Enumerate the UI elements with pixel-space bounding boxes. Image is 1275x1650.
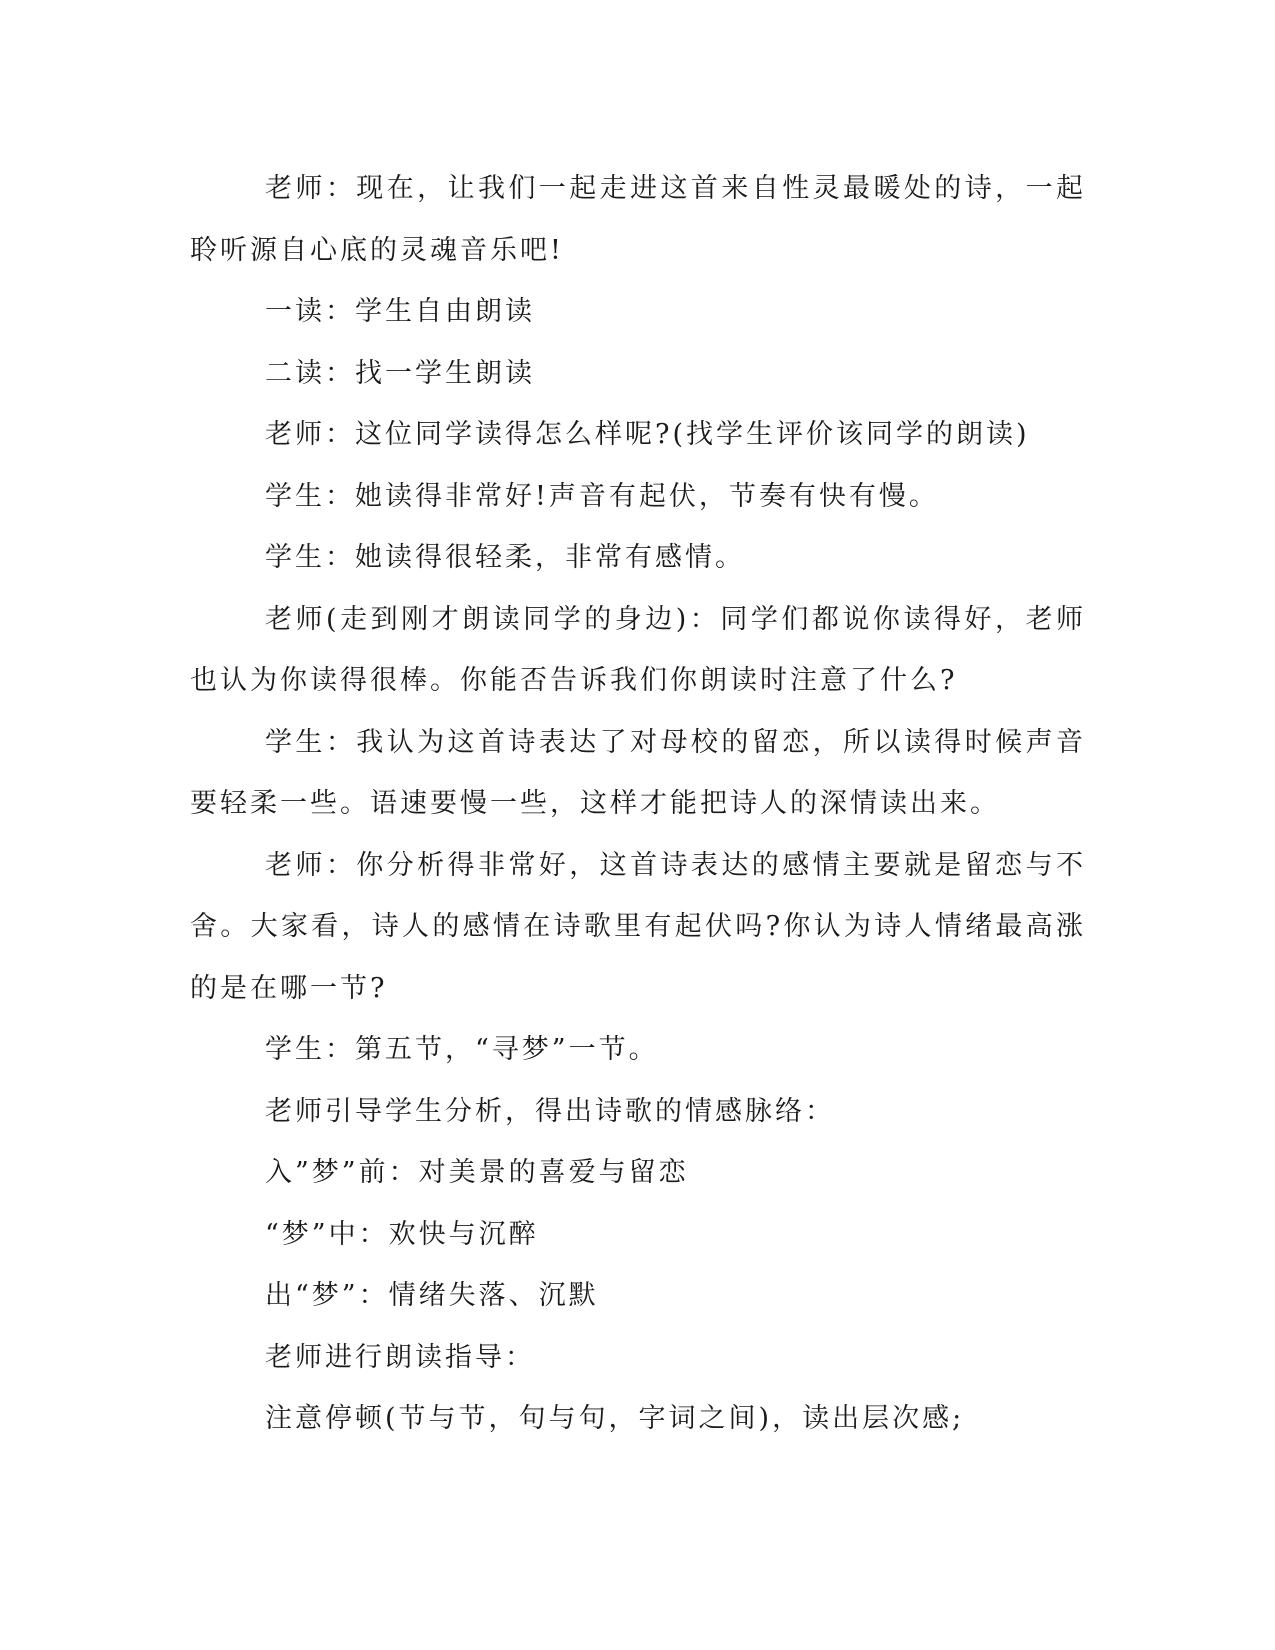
paragraph-emotional-arc-intro: 老师引导学生分析，得出诗歌的情感脉络： xyxy=(265,1095,835,1127)
paragraph-student-answer-2: 学生：她读得很轻柔，非常有感情。 xyxy=(265,542,745,573)
document-body xyxy=(190,158,1086,1450)
paragraph-student-answer-1: 学生：她读得非常好!声音有起伏，节奏有快有慢。 xyxy=(265,480,939,512)
paragraph-reading-guidance: 老师进行朗读指导： xyxy=(265,1341,535,1373)
paragraph-teacher-follow-up: 老师(走到刚才朗读同学的身边)：同学们都说你读得好，老师也认为你读得很棒。你能否告诉我们你朗读时注意了什么? xyxy=(190,603,1086,696)
paragraph-student-explanation: 学生：我认为这首诗表达了对母校的留恋，所以读得时候声音要轻柔一些。语速要慢一些，这样才能把诗人的深情读出来。 xyxy=(190,726,1086,819)
paragraph-teacher-question: 老师：这位同学读得怎么样呢?(找学生评价该同学的朗读) xyxy=(265,419,1030,450)
paragraph-pause-guidance: 注意停顿(节与节，句与句，字词之间)，读出层次感; xyxy=(265,1403,965,1434)
paragraph-before-dream: 入”梦”前：对美景的喜爱与留恋 xyxy=(265,1157,689,1188)
paragraph-out-of-dream: 出“梦”：情绪失落、沉默 xyxy=(265,1280,599,1311)
paragraph-teacher-analysis: 老师：你分析得非常好，这首诗表达的感情主要就是留恋与不舍。大家看，诗人的感情在诗歌里有起伏吗?你认为诗人情绪最高涨的是在哪一节? xyxy=(190,849,1086,1004)
paragraph-in-dream: “梦”中：欢快与沉醉 xyxy=(265,1218,539,1250)
paragraph-teacher-intro: 老师：现在，让我们一起走进这首来自性灵最暖处的诗，一起聆听源自心底的灵魂音乐吧! xyxy=(190,173,1086,266)
paragraph-student-fifth-section: 学生：第五节，“寻梦”一节。 xyxy=(265,1034,659,1065)
paragraph-first-reading: 一读：学生自由朗读 xyxy=(265,296,535,327)
paragraph-second-reading: 二读：找一学生朗读 xyxy=(265,357,535,389)
